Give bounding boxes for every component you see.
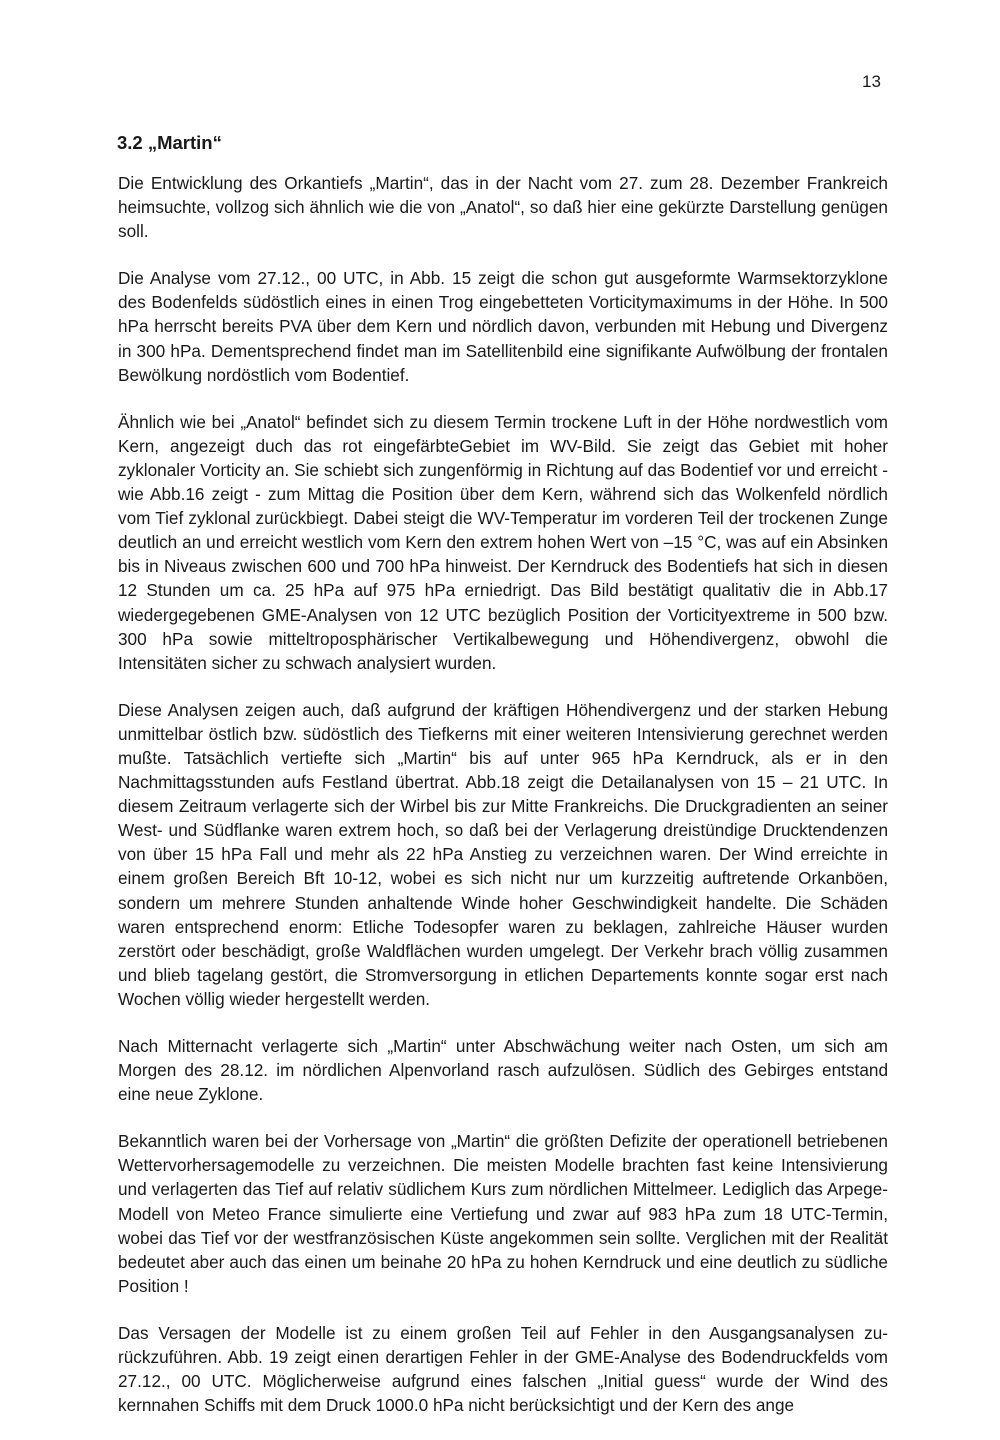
- paragraph-analysis: Die Analyse vom 27.12., 00 UTC, in Abb. 15 zeigt die schon gut ausgeformte Warmsektorzyklone des Bodenfelds südöstlich eines in einen Trog eingebetteten Vorticitymaximums in der Höhe. In 500 hPa herrscht bereits PVA über dem Kern und nördlich davon, verbunden mit Hebung und Divergenz in 300 hPa. Dementsprechend findet man im Satellitenbild eine signifikante Aufwölbung der frontalen Bewölkung nordöstlich vom Bodentief.: [118, 268, 888, 385]
- paragraph-dissipation: Nach Mitternacht verlagerte sich „Martin“ unter Abschwächung weiter nach Osten, um sich am Morgen des 28.12. im nördlichen Alpenvorland rasch aufzulösen. Südlich des Gebirges entstand eine neue Zyklone.: [118, 1036, 888, 1105]
- paragraph-dry-air: Ähnlich wie bei „Anatol“ befindet sich zu diesem Termin trockene Luft in der Höhe nordwestlich vom Kern, angezeigt duch das rot eingefärbteGebiet im WV-Bild. Sie zeigt das Gebiet mit hoher zyklonaler Vorticity an. Sie schiebt sich zungenförmig in Richtung auf das Bodentief vor und erreicht - wie Abb.16 zeigt - zum Mittag die Position über dem Kern, während sich das Wolkenfeld nördlich vom Tief zyklonal zurückbiegt. Dabei steigt die WV-Temperatur im vorderen Teil der trockenen Zunge deutlich an und erreicht westlich vom Kern den extrem hohen Wert von –15 °C, was auf ein Absinken bis in Niveaus zwischen 600 und 700 hPa hinweist. Der Kerndruck des Bodentiefs hat sich in diesen 12 Stunden um ca. 25 hPa auf 975 hPa erniedrigt. Das Bild bestätigt qualitativ die in Abb.17 wiedergegebenen GME-Analysen von 12 UTC bezüglich Position der Vorticityextreme in 500 bzw. 300 hPa sowie mitteltroposphärischer Vertikalbewegung und Höhendivergenz, obwohl die Intensitäten sicher zu schwach analysiert wurden.: [118, 411, 888, 673]
- page-number: 13: [862, 72, 881, 91]
- paragraph-intro: Die Entwicklung des Orkantiefs „Martin“, das in der Nacht vom 27. zum 28. Dezember Frankreich heimsuchte, vollzog sich ähnlich wie die von „Anatol“, so daß hier eine gekürzte Darstellung genügen soll.: [118, 173, 888, 242]
- paragraph-model-failure: Das Versagen der Modelle ist zu einem großen Teil auf Fehler in den Ausgangsanalysen zurückzuführen. Abb. 19 zeigt einen derartigen Fehler in der GME-Analyse des Bodendruckfelds vom 27.12., 00 UTC. Möglicherweise aufgrund eines falschen „Initial guess“ wurde der Wind des kernnahen Schiffs mit dem Druck 1000.0 hPa nicht berücksichtigt und der Kern des ange: [118, 1322, 888, 1416]
- paragraph-forecast-deficits: Bekanntlich waren bei der Vorhersage von „Martin“ die größten Defizite der operationell betriebenen Wettervorhersagemodelle zu verzeichnen. Die meisten Modelle brachten fast keine Intensivierung und verlagerten das Tief auf relativ südlichem Kurs zum nördlichen Mittelmeer. Lediglich das Arpege-Modell von Meteo France simulierte eine Vertiefung und zwar auf 983 hPa zum 18 UTC-Termin, wobei das Tief vor der westfranzösischen Küste angekommen sein sollte. Verglichen mit der Realität bedeutet aber auch das einen um beinahe 20 hPa zu hohen Kerndruck und eine deutlich zu südliche Position !: [118, 1131, 888, 1296]
- paragraph-intensification: Diese Analysen zeigen auch, daß aufgrund der kräftigen Höhendivergenz und der starken Hebung unmittelbar östlich bzw. südöstlich des Tiefkerns mit einer weiteren Intensivierung gerechnet werden mußte. Tatsächlich vertiefte sich „Martin“ bis auf unter 965 hPa Kerndruck, als er in den Nachmittagsstunden aufs Festland übertrat. Abb.18 zeigt die Detailanalysen von 15 – 21 UTC. In diesem Zeitraum verlagerte sich der Wirbel bis zur Mitte Frankreichs. Die Druckgradienten an seiner West- und Südflanke waren extrem hoch, so daß bei der Verlagerung dreistündige Drucktendenzen von über 15 hPa Fall und mehr als 22 hPa Anstieg zu verzeichnen waren. Der Wind erreichte in einem großen Bereich Bft 10-12, wobei es sich nicht nur um kurzzeitig auftretende Orkanböen, sondern um mehrere Stunden anhaltende Winde hoher Geschwindigkeit handelte. Die Schäden waren entsprechend enorm: Etliche Todesopfer waren zu beklagen, zahlreiche Häuser wurden zerstört oder beschädigt, große Waldflächen wurden umgelegt. Der Verkehr brach völlig zusammen und blieb tagelang gestört, die Stromversorgung in etlichen Departements konnte sogar erst nach Wochen völlig wieder hergestellt werden.: [118, 699, 888, 1009]
- section-heading: 3.2 „Martin“: [117, 132, 222, 153]
- body-text: [118, 171, 888, 1440]
